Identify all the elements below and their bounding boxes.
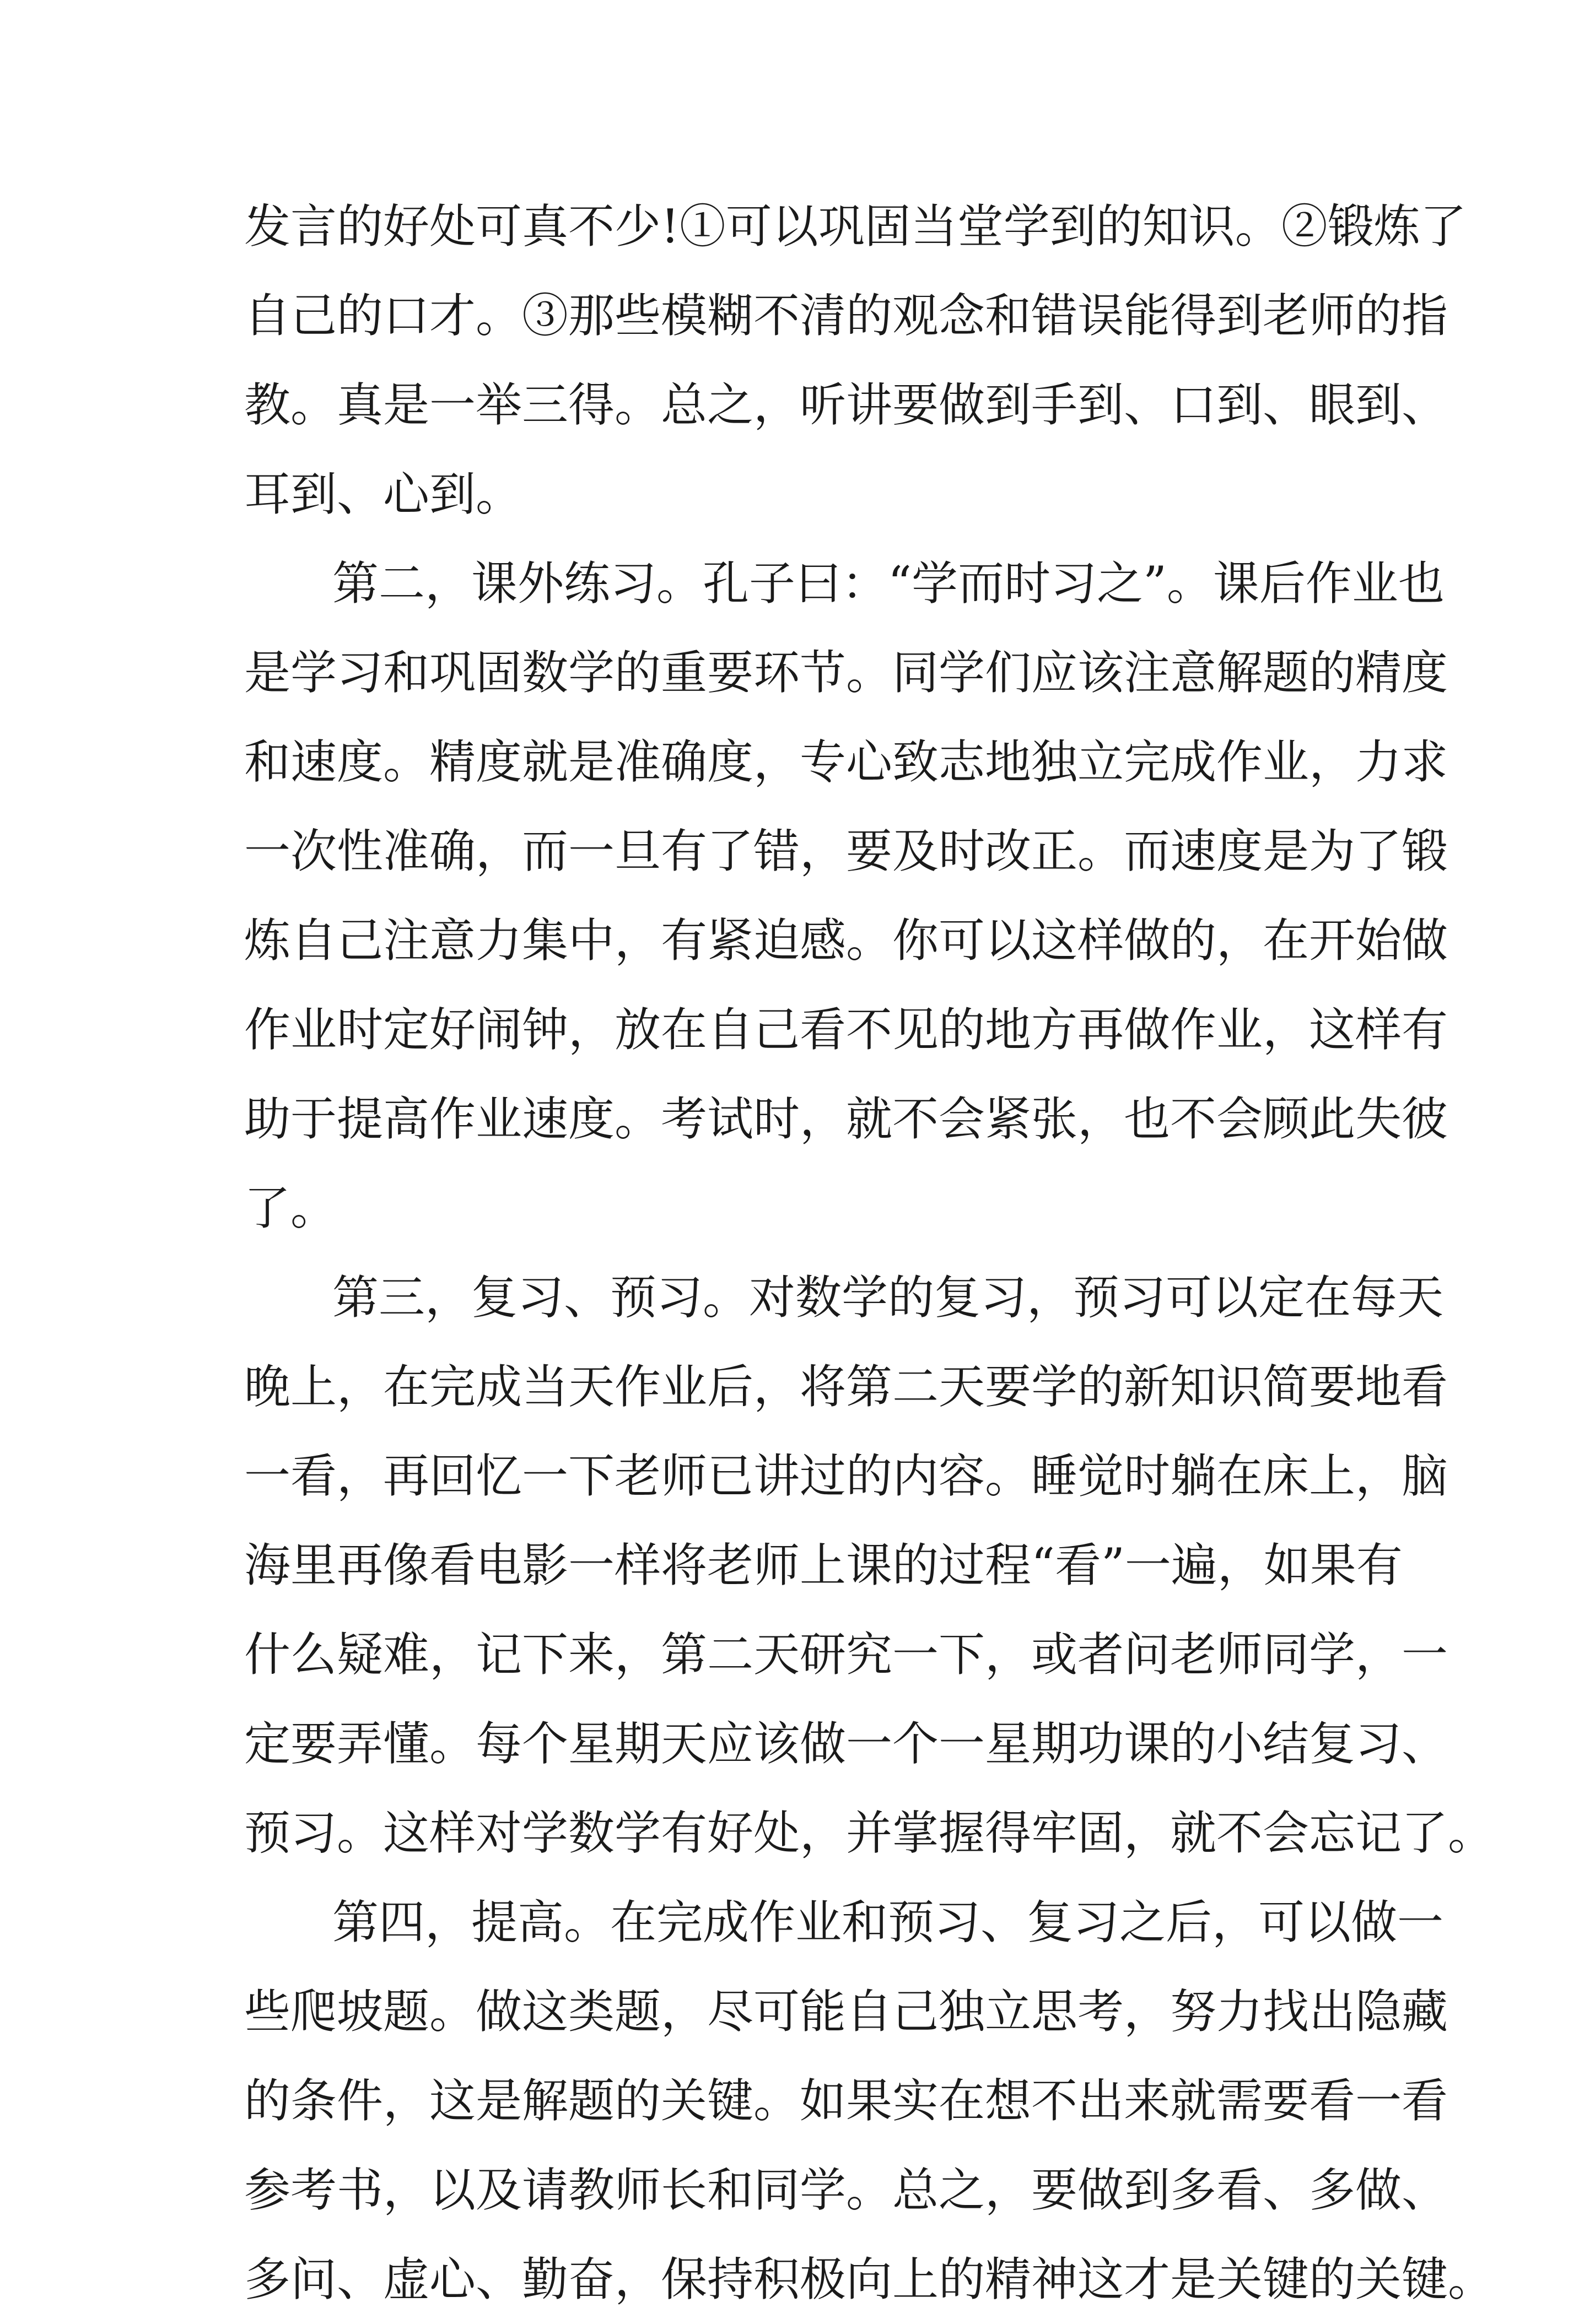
text-line: 的条件，这是解题的关键。如果实在想不出来就需要看一看 <box>244 2074 1448 2128</box>
text-line: 一次性准确，而一旦有了错，要及时改正。而速度是为了锻 <box>244 824 1448 878</box>
text-line: 自己的口才。③那些模糊不清的观念和错误能得到老师的指 <box>244 289 1448 343</box>
text-line: 炼自己注意力集中，有紧迫感。你可以这样做的，在开始做 <box>244 914 1448 968</box>
text-line: 什么疑难，记下来，第二天研究一下，或者问老师同学，一 <box>244 1628 1448 1682</box>
document-body <box>244 182 1495 2324</box>
text-line: 了。 <box>244 1181 337 1235</box>
text-line: 预习。这样对学数学有好处，并掌握得牢固，就不会忘记了。 <box>244 1806 1495 1860</box>
paragraph-4 <box>244 1878 1495 2324</box>
text-line: 耳到、心到。 <box>244 467 522 521</box>
text-line: 第四，提高。在完成作业和预习、复习之后，可以做一 <box>332 1895 1444 1949</box>
text-line: 是学习和巩固数学的重要环节。同学们应该注意解题的精度 <box>244 646 1448 700</box>
text-line: 多问、虚心、勤奋，保持积极向上的精神这才是关键的关键。 <box>244 2252 1495 2306</box>
text-line: 发言的好处可真不少!①可以巩固当堂学到的知识。②锻炼了 <box>244 199 1467 253</box>
text-line: 海里再像看电影一样将老师上课的过程“看”一遍，如果有 <box>244 1538 1403 1592</box>
text-line: 一看，再回忆一下老师已讲过的内容。睡觉时躺在床上，脑 <box>244 1449 1448 1503</box>
text-line: 和速度。精度就是准确度，专心致志地独立完成作业，力求 <box>244 735 1448 789</box>
text-line: 第二，课外练习。孔子曰：“学而时习之”。课后作业也 <box>332 556 1445 610</box>
text-line: 晚上，在完成当天作业后，将第二天要学的新知识简要地看 <box>244 1360 1448 1414</box>
paragraph-1 <box>244 182 1467 539</box>
text-line: 教。真是一举三得。总之，听讲要做到手到、口到、眼到、 <box>244 378 1448 432</box>
paragraph-3 <box>244 1253 1495 1878</box>
text-line: 些爬坡题。做这类题，尽可能自己独立思考，努力找出隐藏 <box>244 1985 1448 2039</box>
text-line: 定要弄懂。每个星期天应该做一个一星期功课的小结复习、 <box>244 1717 1448 1771</box>
text-line: 助于提高作业速度。考试时，就不会紧张，也不会顾此失彼 <box>244 1092 1448 1146</box>
text-line: 参考书，以及请教师长和同学。总之，要做到多看、多做、 <box>244 2163 1448 2217</box>
paragraph-2 <box>244 539 1448 1253</box>
text-line: 第三，复习、预习。对数学的复习，预习可以定在每天 <box>332 1271 1444 1325</box>
text-line: 作业时定好闹钟，放在自己看不见的地方再做作业，这样有 <box>244 1003 1448 1057</box>
